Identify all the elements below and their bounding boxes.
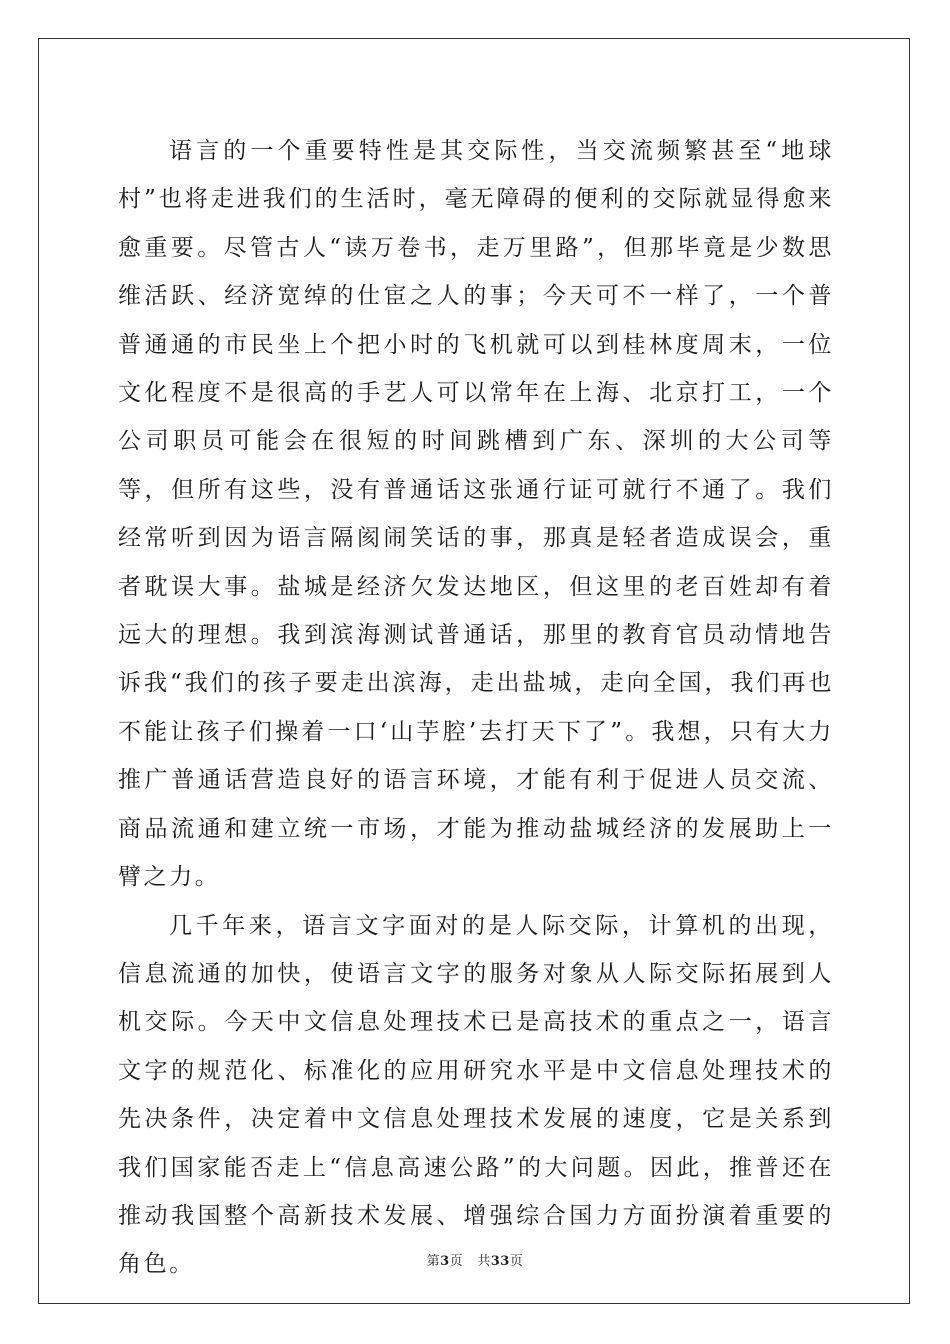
paragraph-1: 语言的一个重要特性是其交际性，当交流频繁甚至“地球村”也将走进我们的生活时，毫无障碍的便利的交际就显得愈来愈重要。尽管古人“读万卷书，走万里路”，但那毕竟是少数思维活跃、经济宽绰的仕宦之人的事；今天可不一样了，一个普普通通的市民坐上个把小时的飞机就可以到桂林度周末，一位文化程度不是很高的手艺人可以常年在上海、北京打工，一个公司职员可能会在很短的时间跳槽到广东、深圳的大公司等等，但所有这些，没有普通话这张通行证可就行不通了。我们经常听到因为语言隔阂闹笑话的事，那真是轻者造成误会，重者耽误大事。盐城是经济欠发达地区，但这里的老百姓却有着远大的理想。我到滨海测试普通话，那里的教育官员动情地告诉我“我们的孩子要走出滨海，走出盐城，走向全国，我们再也不能让孩子们操着一口‘山芋腔’去打天下了”。我想，只有大力推广普通话营造良好的语言环境，才能有利于促进人员交流、商品流通和建立统一市场，才能为推动盐城经济的发展助上一臂之力。 [118, 138, 834, 891]
total-suffix: 页 [509, 1254, 524, 1269]
document-body [118, 127, 834, 1289]
page-prefix: 第 [426, 1254, 441, 1269]
total-pages: 33 [490, 1254, 510, 1269]
page-footer [0, 1250, 950, 1269]
total-prefix: 共 [477, 1254, 491, 1269]
paragraph-2: 几千年来，语言文字面对的是人际交际，计算机的出现，信息流通的加快，使语言文字的服务对象从人际交际拓展到人机交际。今天中文信息处理技术已是高技术的重点之一，语言文字的规范化、标准化的应用研究水平是中文信息处理技术的先决条件，决定着中文信息处理技术发展的速度，它是关系到我们国家能否走上“信息高速公路”的大问题。因此，推普还在推动我国整个高新技术发展、增强综合国力方面扮演着重要的角色。 [118, 912, 834, 1278]
page-number: 3 [440, 1254, 450, 1269]
page-suffix: 页 [449, 1254, 464, 1269]
